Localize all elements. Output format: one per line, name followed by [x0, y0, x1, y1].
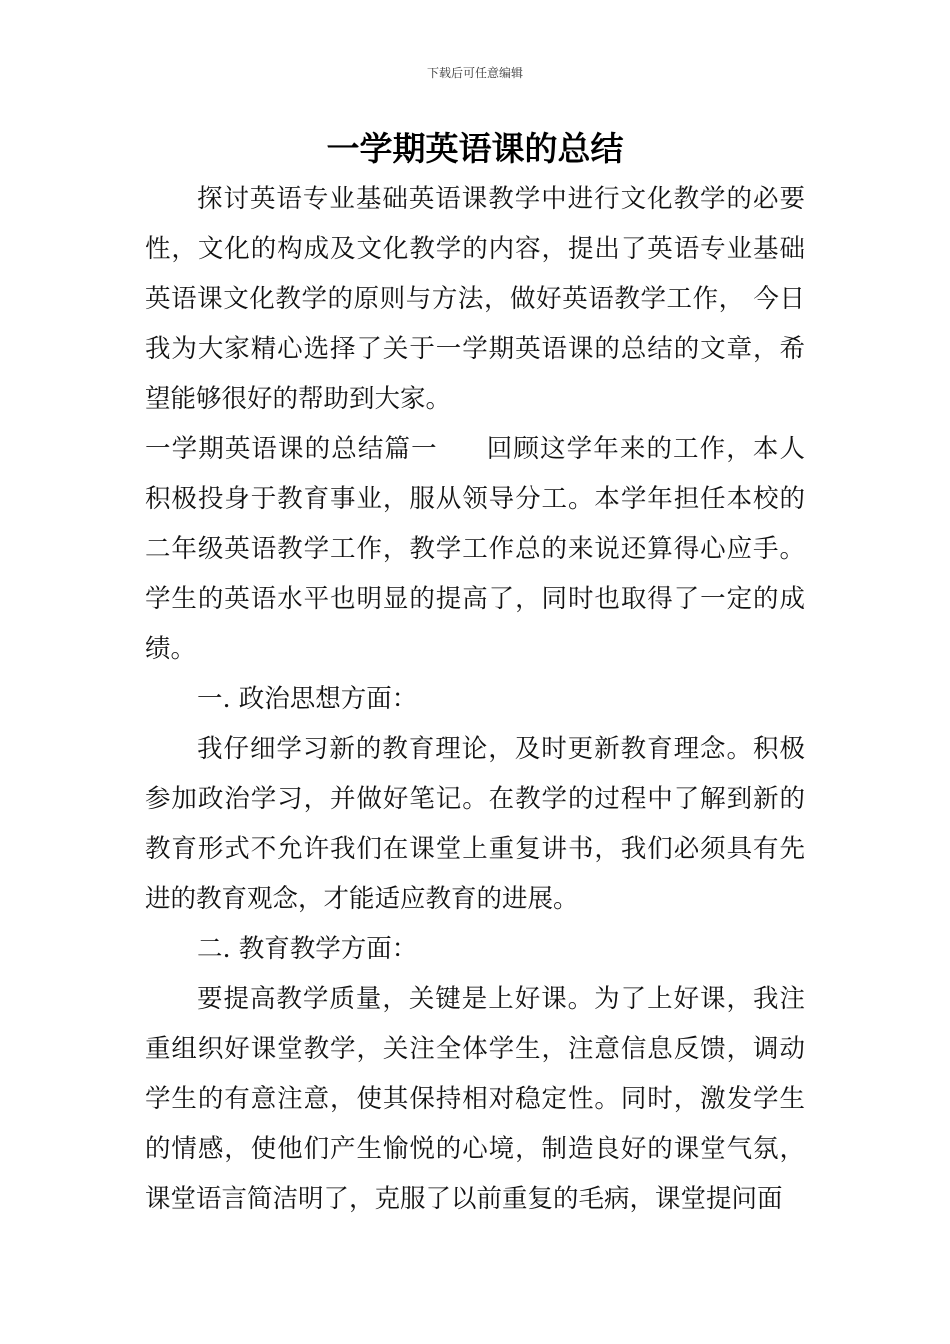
section1-paragraph: 我仔细学习新的教育理论，及时更新教育理念。积极参加政治学习，并做好笔记。在教学的过程中了解到新的教育形式不允许我们在课堂上重复讲书，我们必须具有先进的教育观念，才能适应教育的进展。 [145, 734, 805, 914]
section1-heading: 一. 政治思想方面： [197, 684, 418, 714]
part1-heading: 一学期英语课的总结篇一 [145, 434, 438, 464]
part1-body: 回顾这学年来的工作，本人积极投身于教育事业，服从领导分工。本学年担任本校的二年级英语教学工作，教学工作总的来说还算得心应手。学生的英语水平也明显的提高了，同时也取得了一定的成绩。 [145, 434, 805, 664]
header-note: 下载后可任意编辑 [426, 66, 523, 80]
intro-paragraph: 探讨英语专业基础英语课教学中进行文化教学的必要性，文化的构成及文化教学的内容，提出了英语专业基础英语课文化教学的原则与方法，做好英语教学工作， 今日我为大家精心选择了关于一学期英语课的总结的文章，希望能够很好的帮助到大家。 [145, 184, 805, 414]
document-body [145, 174, 805, 1224]
document-title: 一学期英语课的总结 [326, 129, 624, 168]
section2-paragraph: 要提高教学质量，关键是上好课。为了上好课，我注重组织好课堂教学，关注全体学生，注意信息反馈，调动学生的有意注意，使其保持相对稳定性。同时，激发学生的情感，使他们产生愉悦的心境，制造良好的课堂气氛，课堂语言简洁明了，克服了以前重复的毛病，课堂提问面 [145, 984, 805, 1214]
part1-paragraph [145, 424, 805, 674]
section2-heading: 二. 教育教学方面： [197, 934, 418, 964]
